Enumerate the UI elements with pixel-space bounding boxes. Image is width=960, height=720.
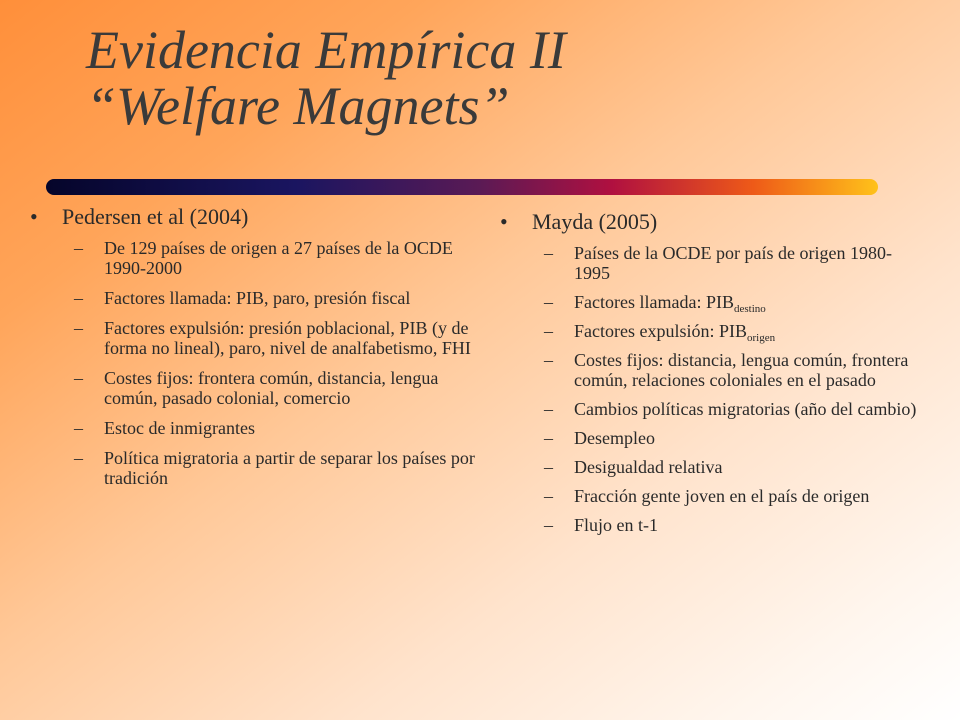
title-line-2: “Welfare Magnets” — [86, 76, 510, 136]
list-item-text: Desempleo — [574, 428, 655, 448]
right-list — [500, 243, 920, 535]
title-divider-bar — [46, 179, 878, 195]
list-item — [500, 428, 920, 448]
dash-icon: – — [74, 448, 83, 468]
right-heading — [500, 209, 920, 235]
list-item-text: Factores expulsión: presión poblacional, PIB (y de forma no lineal), paro, nivel de analfabetismo, FHI — [104, 318, 471, 358]
left-heading-text: Pedersen et al (2004) — [62, 204, 249, 229]
dash-icon: – — [544, 457, 553, 477]
dash-icon: – — [74, 418, 83, 438]
list-item-text: Factores llamada: PIB, paro, presión fiscal — [104, 288, 411, 308]
dash-icon: – — [544, 350, 553, 370]
subscript-destino: destino — [733, 303, 766, 315]
list-item-text: Costes fijos: frontera común, distancia, lengua común, pasado colonial, comercio — [104, 368, 439, 408]
list-item-text: Fracción gente joven en el país de origen — [574, 486, 870, 506]
list-item — [500, 350, 920, 390]
dash-icon: – — [74, 288, 83, 308]
list-item — [500, 515, 920, 535]
left-list — [30, 238, 480, 488]
list-item-text: Factores llamada: PIB — [574, 292, 734, 312]
list-item — [30, 368, 480, 408]
list-item — [30, 238, 480, 278]
dash-icon: – — [74, 238, 83, 258]
dash-icon: – — [74, 318, 83, 338]
dash-icon: – — [544, 486, 553, 506]
right-heading-text: Mayda (2005) — [532, 209, 658, 234]
list-item-text: De 129 países de origen a 27 países de la OCDE 1990-2000 — [104, 238, 453, 278]
list-item — [500, 457, 920, 477]
list-item-text: Desigualdad relativa — [574, 457, 723, 477]
list-item-text: Países de la OCDE por país de origen 1980-1995 — [574, 243, 892, 283]
right-column — [500, 209, 920, 544]
list-item — [500, 321, 920, 344]
list-item — [500, 399, 920, 419]
dash-icon: – — [544, 515, 553, 535]
list-item — [30, 448, 480, 488]
slide-title — [86, 22, 906, 134]
bullet-icon: • — [500, 209, 508, 234]
list-item — [500, 292, 920, 315]
list-item — [30, 288, 480, 308]
left-heading — [30, 204, 480, 230]
list-item — [30, 318, 480, 358]
list-item-text: Costes fijos: distancia, lengua común, frontera común, relaciones coloniales en el pasado — [574, 350, 909, 390]
dash-icon: – — [74, 368, 83, 388]
list-item — [30, 418, 480, 438]
subscript-origen: origen — [747, 332, 776, 344]
list-item-text: Flujo en t-1 — [574, 515, 658, 535]
list-item-text: Política migratoria a partir de separar los países por tradición — [104, 448, 475, 488]
dash-icon: – — [544, 428, 553, 448]
list-item-text: Estoc de inmigrantes — [104, 418, 255, 438]
list-item-text: Cambios políticas migratorias (año del cambio) — [574, 399, 917, 419]
dash-icon: – — [544, 399, 553, 419]
list-item-text: Factores expulsión: PIB — [574, 321, 747, 341]
list-item — [500, 486, 920, 506]
dash-icon: – — [544, 292, 553, 312]
left-column — [30, 204, 480, 498]
bullet-icon: • — [30, 204, 38, 229]
title-line-1: Evidencia Empírica II — [86, 20, 566, 80]
list-item — [500, 243, 920, 283]
dash-icon: – — [544, 243, 553, 263]
dash-icon: – — [544, 321, 553, 341]
